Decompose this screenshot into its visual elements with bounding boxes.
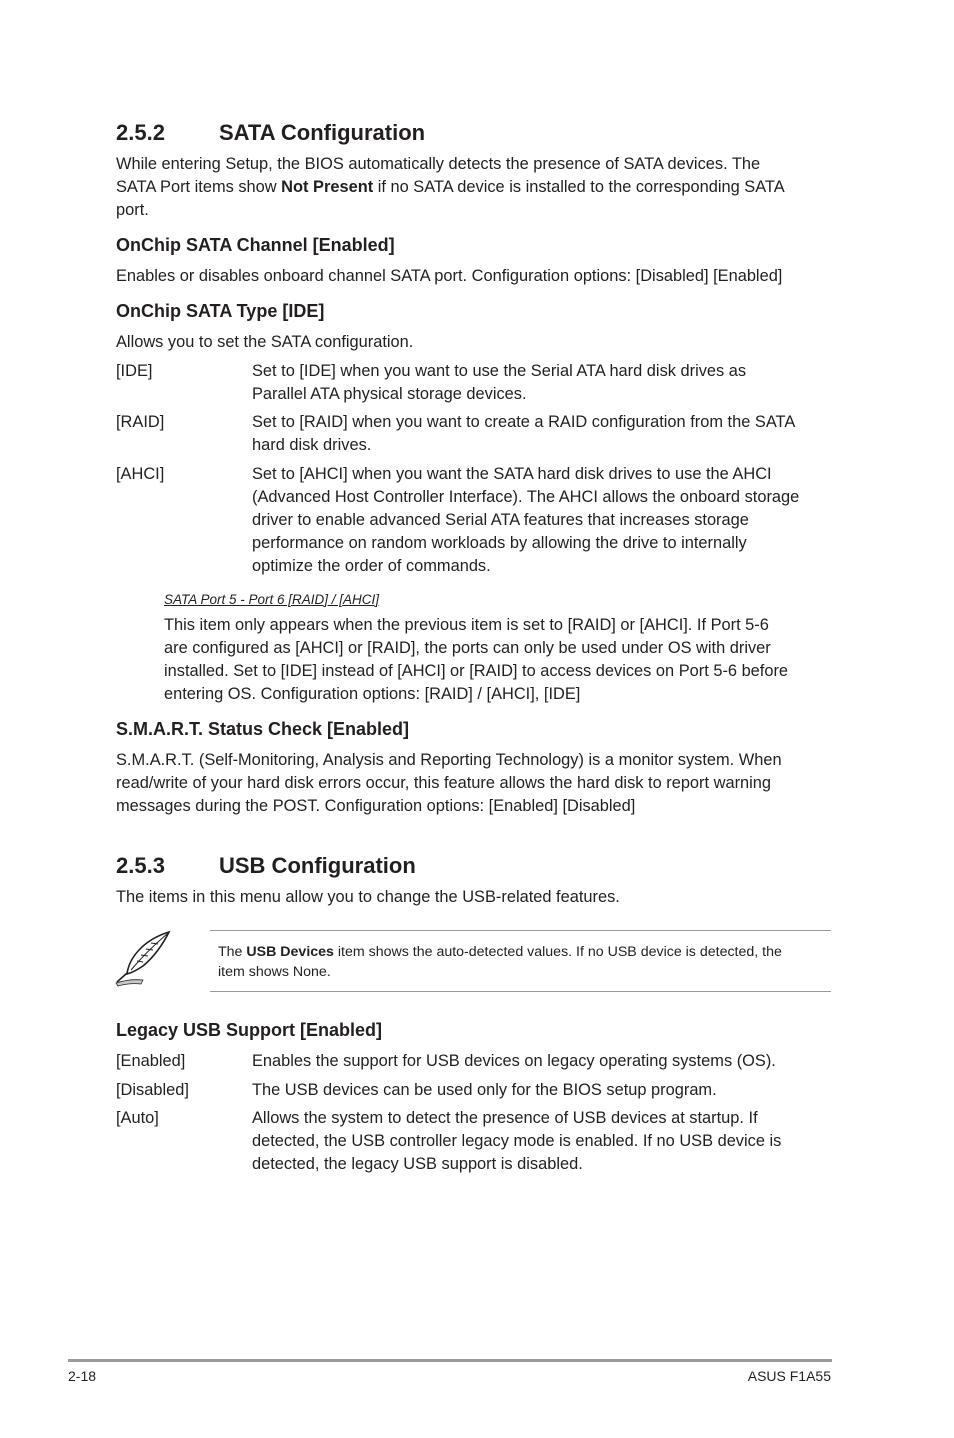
onchip-sata-type-intro: Allows you to set the SATA configuration. (116, 333, 414, 351)
smart-heading: S.M.A.R.T. Status Check [Enabled] (116, 719, 410, 739)
product-name: ASUS F1A55 (747, 1368, 831, 1384)
page-number: 2-18 (68, 1368, 97, 1384)
onchip-sata-channel-text: Enables or disables onboard channel SATA port. Configuration options: [Disabled] [Enabled] (116, 267, 783, 285)
footer-rule (68, 1359, 832, 1362)
option-term: [Enabled] (116, 1052, 186, 1070)
section-title: SATA Configuration (219, 120, 426, 145)
legacy-usb-heading: Legacy USB Support [Enabled] (116, 1020, 383, 1040)
sata-intro-paragraph (116, 153, 785, 222)
option-description: Set to [AHCI] when you want the SATA hard disk drives to use the AHCI (Advanced Host Controller Interface). The AHCI allows the onboard storage driver to enable advanced Serial ATA features that increases storage performance on random workloads by allowing the drive to internally optimize the order of commands. (252, 465, 800, 575)
onchip-sata-channel-heading: OnChip SATA Channel [Enabled] (116, 235, 395, 255)
option-description: Set to [IDE] when you want to use the Serial ATA hard disk drives as Parallel ATA physical storage devices. (252, 362, 747, 403)
option-description: The USB devices can be used only for the BIOS setup program. (252, 1081, 717, 1099)
option-description: Allows the system to detect the presence of USB devices at startup. If detected, the USB controller legacy mode is enabled. If no USB device is detected, the legacy USB support is disabled. (252, 1109, 782, 1173)
option-term: [AHCI] (116, 465, 165, 483)
section-heading-2-5-3 (116, 853, 536, 881)
not-present-emphasis: Not Present (281, 178, 374, 196)
note-top-rule (210, 930, 831, 931)
text-line: port. (116, 201, 149, 219)
usb-intro: The items in this menu allow you to change the USB-related features. (116, 888, 620, 906)
option-term: [IDE] (116, 362, 153, 380)
section-title: USB Configuration (219, 853, 416, 878)
smart-paragraph: S.M.A.R.T. (Self-Monitoring, Analysis and Reporting Technology) is a monitor system. When read/write of your hard disk errors occur, this feature allows the hard disk to report warning messages during the POST. Configuration options: [Enabled] [Disabled] (116, 751, 782, 815)
onchip-sata-type-heading: OnChip SATA Type [IDE] (116, 301, 325, 321)
note-text: The USB Devices item shows the auto-detected values. If no USB device is detected, the item shows None. (218, 944, 782, 980)
section-number: 2.5.2 (116, 120, 165, 145)
usb-devices-emphasis: USB Devices (246, 944, 334, 960)
option-term: [RAID] (116, 413, 165, 431)
quill-pen-icon (113, 928, 175, 988)
sata-port56-subheading: SATA Port 5 - Port 6 [RAID] / [AHCI] (164, 592, 380, 607)
option-term: [Auto] (116, 1109, 159, 1127)
section-number: 2.5.3 (116, 853, 165, 878)
option-term: [Disabled] (116, 1081, 189, 1099)
option-description: Enables the support for USB devices on legacy operating systems (OS). (252, 1052, 776, 1070)
option-description: Set to [RAID] when you want to create a RAID configuration from the SATA hard disk drives. (252, 413, 796, 454)
sata-port56-paragraph: This item only appears when the previous item is set to [RAID] or [AHCI]. If Port 5-6 are configured as [AHCI] or [RAID], the ports can only be used under OS with driver installed. Set to [IDE] instead of [AHCI] or [RAID] to access devices on Port 5-6 before entering OS. Configuration options: [RAID] / [AHCI], [IDE] (164, 616, 789, 703)
section-heading-2-5-2 (116, 120, 536, 148)
text-line: SATA Port items show Not Present if no SATA device is installed to the corresponding SATA (116, 178, 785, 196)
text-line: While entering Setup, the BIOS automatically detects the presence of SATA devices. The (116, 155, 761, 173)
note-bottom-rule (210, 991, 831, 992)
